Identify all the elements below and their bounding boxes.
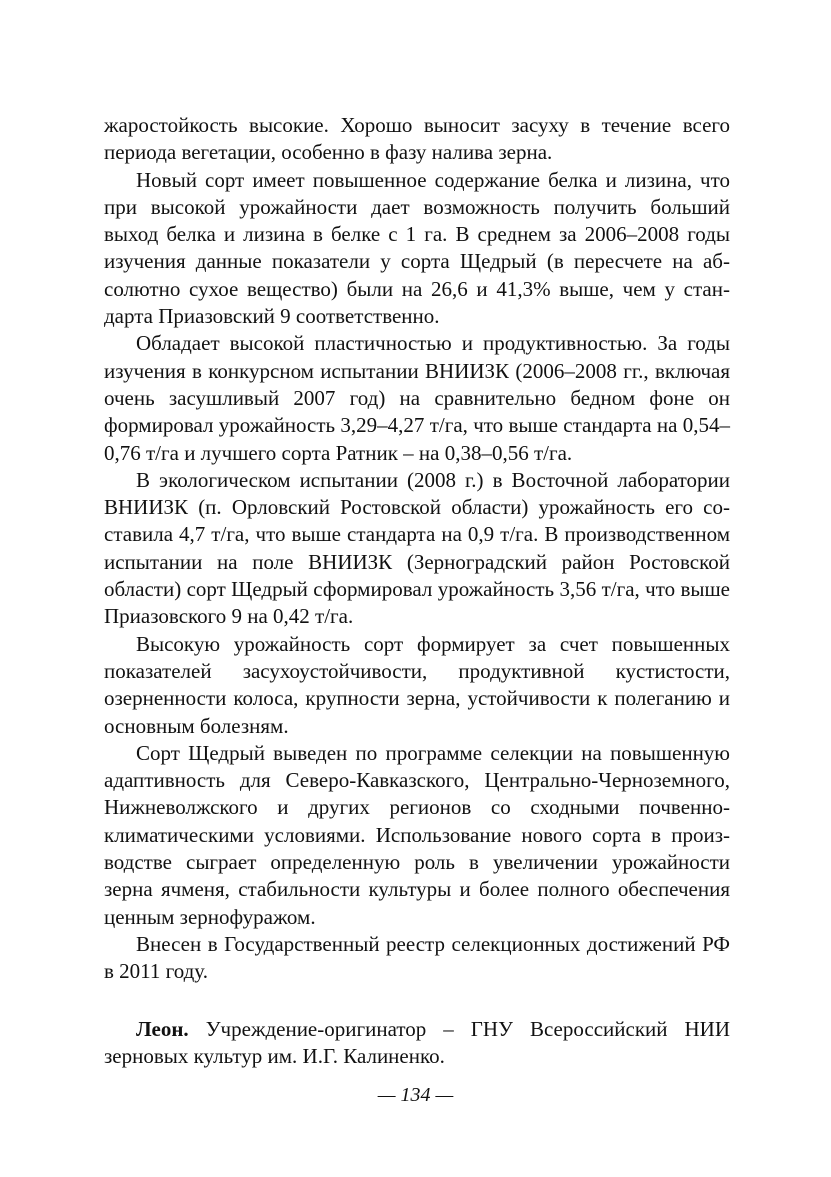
variety-name: Леон. — [136, 1016, 189, 1041]
page-number: — 134 — — [377, 1084, 454, 1106]
section-gap — [104, 986, 730, 1016]
paragraph-ecological-trial: В экологическом испытании (2008 г.) в Восточной лаборатории ВНИИЗК (п. Орловский Ростовской области) урожайность его составила 4,7 т/га, что выше стандарта на 0,9 т/га. В производственном испытании на поле ВНИИЗК (Зерноградский район Ростовской области) сорт Щедрый сформировал урожайность 3,56 т/га, что выше Приазовского 9 на 0,42 т/га. — [104, 467, 730, 629]
paragraph-protein-content: Новый сорт имеет повышенное содержание белка и лизина, что при высокой урожайности дает возможность получить больший выход белка и лизина в белке с 1 га. В среднем за 2006–2008 годы изучения данные показатели у сорта Щедрый (в пересчете на абсолютно сухое вещество) были на 26,6 и 41,3% выше, чем у стандарта Приазовский 9 соответственно. — [104, 167, 730, 329]
variety-entry — [104, 1016, 730, 1071]
paragraph-registry: Внесен в Государственный реестр селекционных достижений РФ в 2011 году. — [104, 931, 730, 984]
page-body — [104, 112, 730, 1070]
paragraph-continuation: жаростойкость высокие. Хорошо выносит засуху в течение всего периода вегетации, особенно в фазу налива зерна. — [104, 113, 730, 165]
variety-description: Учреждение-оригинатор – ГНУ Всероссийский НИИ зерновых культур им. И.Г. Калиненко. — [104, 1016, 730, 1068]
paragraph-adaptivity: Сорт Щедрый выведен по программе селекции на повышенную адаптивность для Северо-Кавказского, Центрально-Черноземного, Нижневолжского и других регионов со сходными почвенно-климатическими условиями. Использование нового сорта в производстве сыграет определенную роль в увеличении урожайности зерна ячменя, стабильности культуры и более полного обеспечения ценным зернофуражом. — [104, 740, 730, 929]
paragraph-plasticity: Обладает высокой пластичностью и продуктивностью. За годы изучения в конкурсном испытании ВНИИЗК (2006–2008 гг., включая очень засушливый 2007 год) на сравнительно бедном фоне он формировал урожайность 3,29–4,27 т/га, что выше стандарта на 0,54–0,76 т/га и лучшего сорта Ратник – на 0,38–0,56 т/га. — [104, 331, 730, 465]
paragraph-yield-factors: Высокую урожайность сорт формирует за счет повышенных показателей засухоустойчивости, продуктивной кустистости, озерненности колоса, крупности зерна, устойчивости к полеганию и основным болезням. — [104, 631, 730, 738]
